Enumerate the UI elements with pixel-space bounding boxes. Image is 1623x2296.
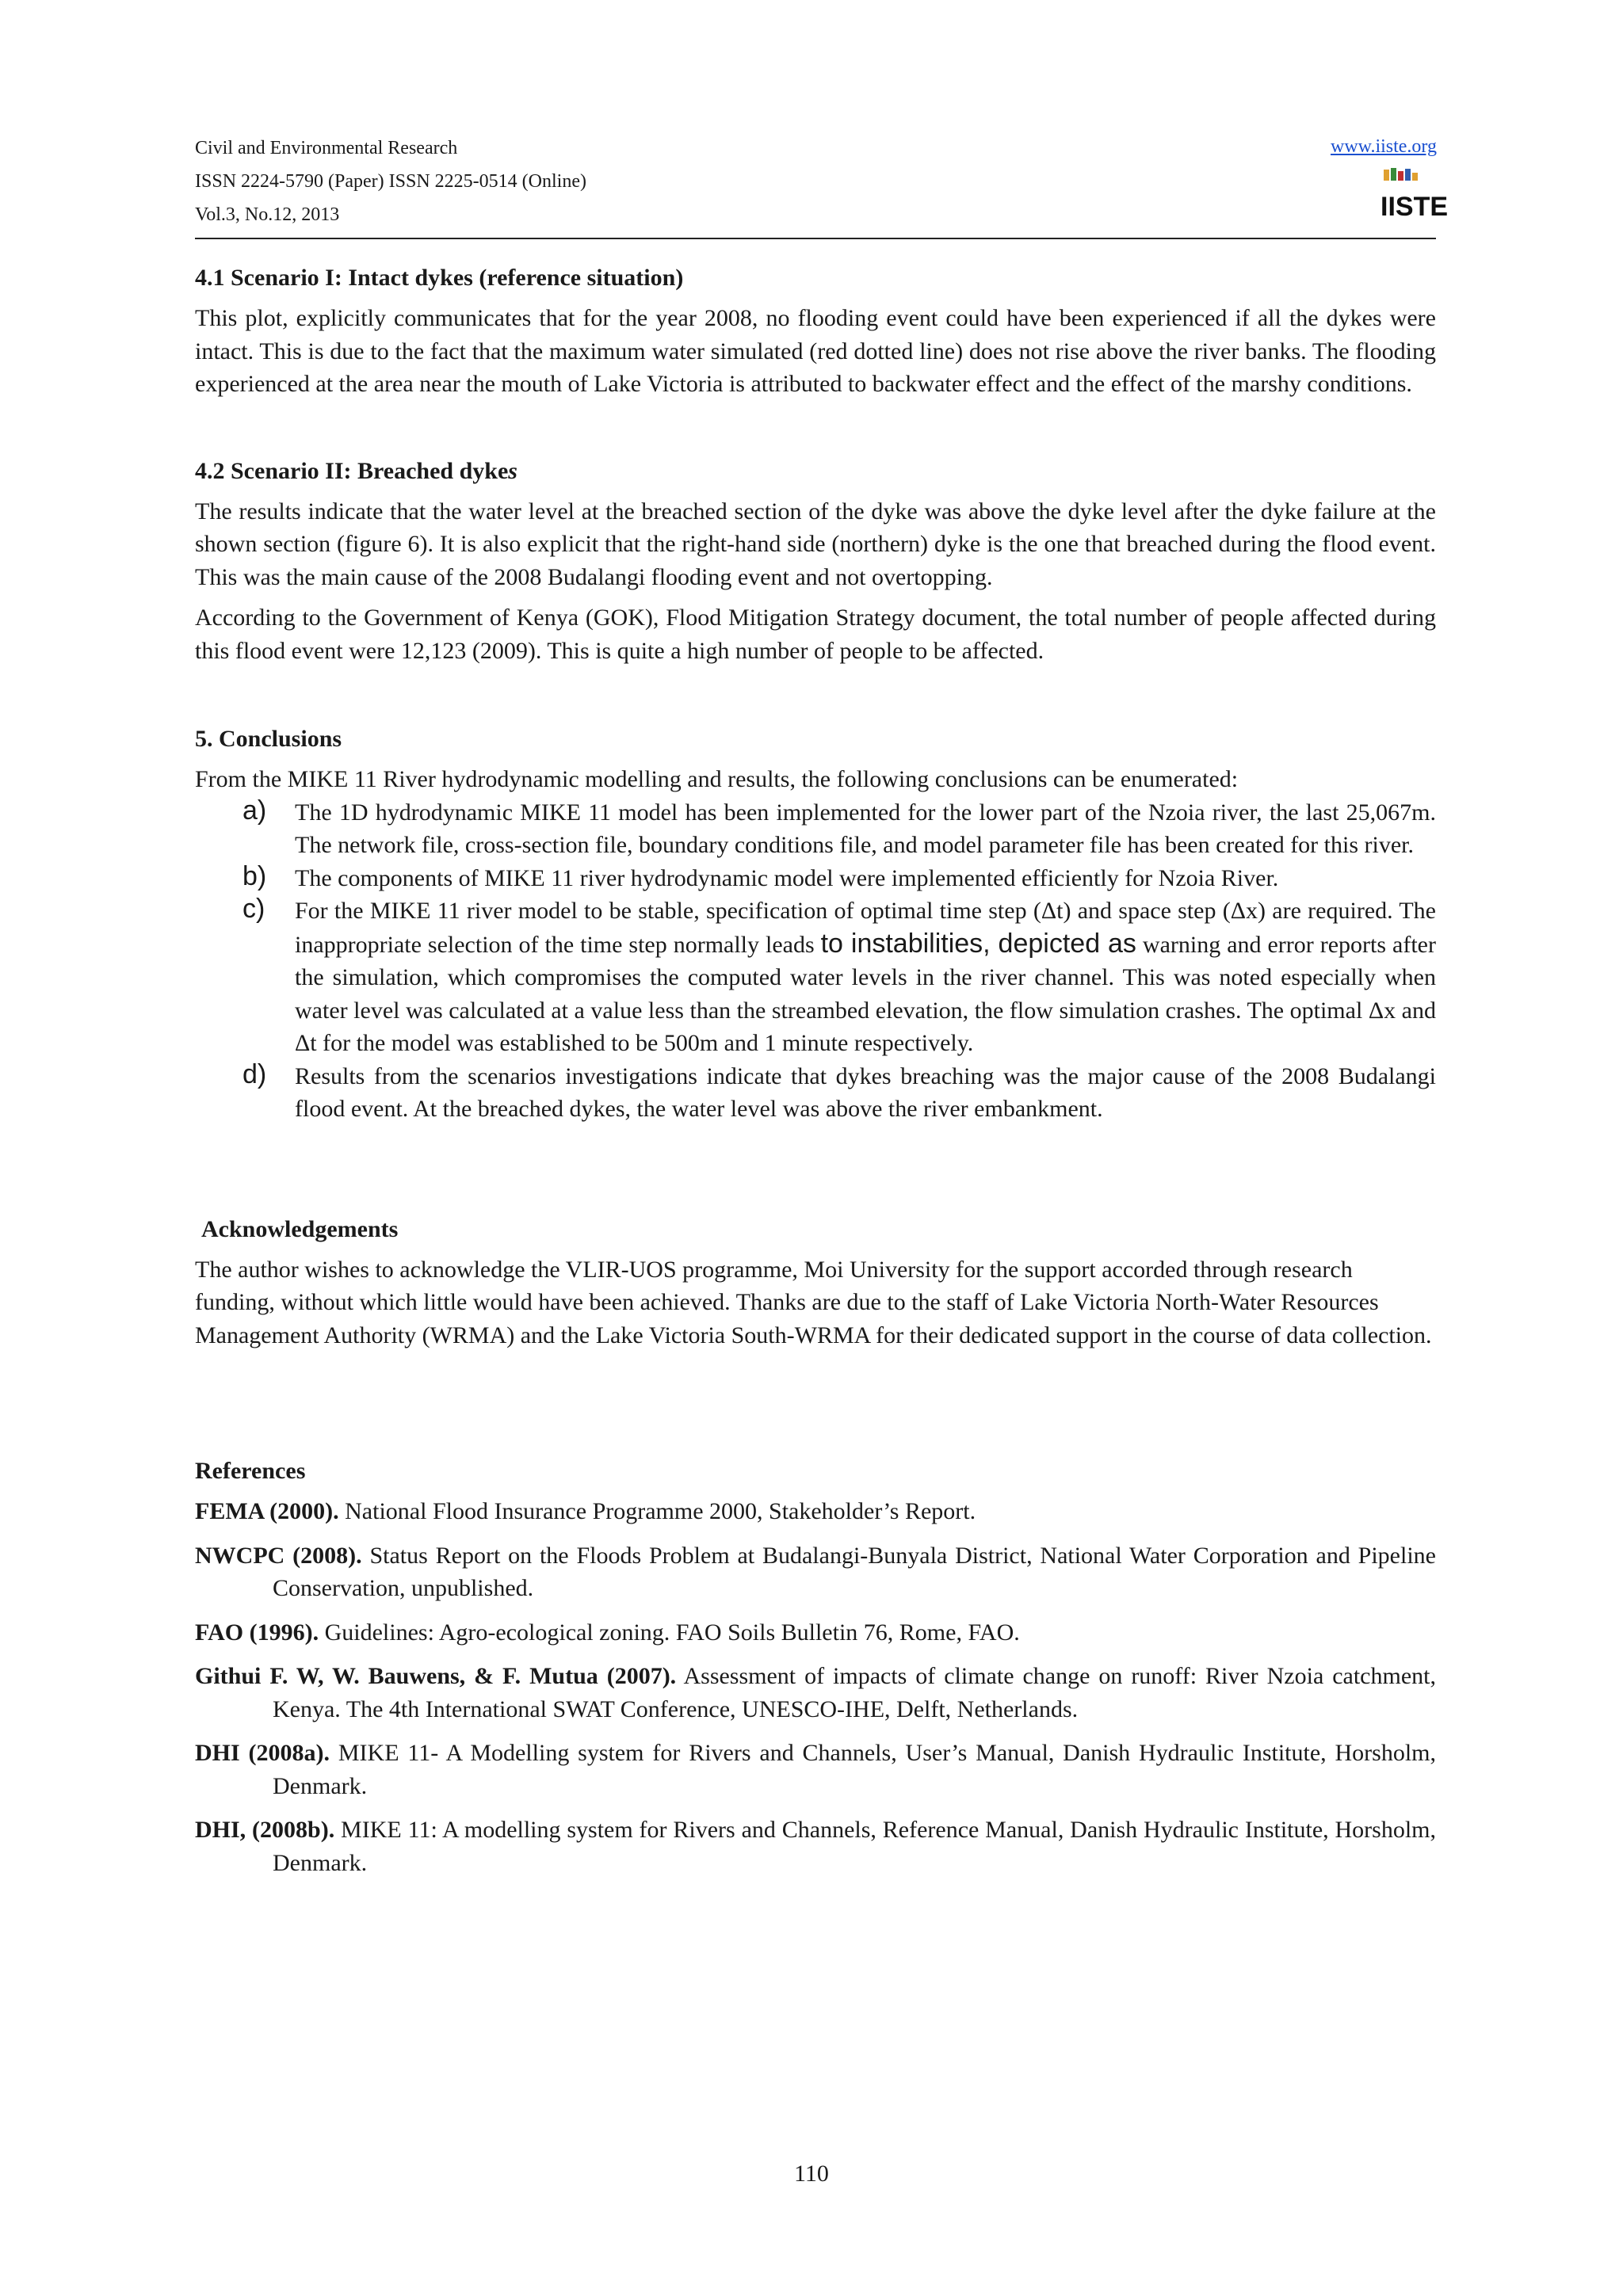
header-rule xyxy=(195,238,1436,239)
iiste-logo xyxy=(1379,166,1449,223)
journal-name: Civil and Environmental Research xyxy=(195,138,458,158)
conclusions-list xyxy=(195,796,1436,1126)
list-item: c) For the MIKE 11 river model to be stable, specification of optimal time step (Δt) and space step (Δx) are required. The inappropriate selection of the time step normally leads to instabilities, depicted as warning and error reports after the simulation, which compromises the computed water levels in the river channel. This was noted especially when water level was calculated at a value less than the streambed elevation, the flow simulation crashes. The optimal Δx and Δt for the model was established to be 500m and 1 minute respectively. xyxy=(242,894,1436,1056)
section-4-1-heading: 4.1 Scenario I: Intact dykes (reference situation) xyxy=(195,265,684,291)
list-item: b) The components of MIKE 11 river hydrodynamic model were implemented efficiently for Nzoia River. xyxy=(242,860,1279,891)
reference-item: FEMA (2000). National Flood Insurance Programme 2000, Stakeholder’s Report. xyxy=(195,1498,976,1524)
references-heading: References xyxy=(195,1458,306,1484)
conclusions-heading: 5. Conclusions xyxy=(195,726,342,752)
section-4-2-heading: 4.2 Scenario II: Breached dykes xyxy=(195,457,517,484)
acknowledgements-heading: Acknowledgements xyxy=(201,1215,399,1242)
journal-volume: Vol.3, No.12, 2013 xyxy=(195,204,340,225)
reference-item: DHI, (2008b). MIKE 11: A modelling system for Rivers and Channels, Reference Manual, Danish Hydraulic Institute, Horsholm, Denmark. xyxy=(195,1817,1437,1876)
reference-item: Githui F. W, W. Bauwens, & F. Mutua (2007). Assessment of impacts of climate change on runoff: River Nzoia catchment, Kenya. The 4th International SWAT Conference, UNESCO-IHE, Delft, Netherlands. xyxy=(195,1663,1436,1722)
body-content xyxy=(195,261,1436,1890)
journal-url-link[interactable]: www.iiste.org xyxy=(1331,136,1437,157)
journal-header xyxy=(195,136,586,227)
journal-issn: ISSN 2224-5790 (Paper) ISSN 2225-0514 (Online) xyxy=(195,171,586,192)
reference-item: NWCPC (2008). Status Report on the Floods Problem at Budalangi-Bunyala District, National Water Corporation and Pipeline Conservation, unpublished. xyxy=(195,1542,1436,1601)
section-4-2-paragraph-1: The results indicate that the water level at the breached section of the dyke was above the dyke level after the dyke failure at the shown section (figure 6). It is also explicit that the right-hand side (northern) dyke is the one that breached during the flood event. This was the main cause of the 2008 Budalangi flooding event and not overtopping. xyxy=(195,498,1436,590)
reference-item: FAO (1996). Guidelines: Agro-ecological zoning. FAO Soils Bulletin 76, Rome, FAO. xyxy=(195,1619,1020,1646)
section-4-1-paragraph: This plot, explicitly communicates that for the year 2008, no flooding event could have been experienced if all the dykes were intact. This is due to the fact that the maximum water simulated (red dotted line) does not rise above the river banks. The flooding experienced at the area near the mouth of Lake Victoria is attributed to backwater effect and the effect of the marshy conditions. xyxy=(195,305,1436,397)
list-item: d) Results from the scenarios investigations indicate that dykes breaching was the major cause of the 2008 Budalangi flood event. At the breached dykes, the water level was above the river embankment. xyxy=(242,1058,1436,1122)
page-number: 110 xyxy=(794,2161,829,2187)
conclusions-intro: From the MIKE 11 River hydrodynamic modelling and results, the following conclusions can be enumerated: xyxy=(195,766,1239,792)
acknowledgements-paragraph: The author wishes to acknowledge the VLIR-UOS programme, Moi University for the support accorded through research funding, without which little would have been achieved. Thanks are due to the staff of Lake Victoria North-Water Resources Management Authority (WRMA) and the Lake Victoria South-WRMA for their dedicated support in the course of data collection. xyxy=(195,1256,1432,1348)
svg-text:IISTE: IISTE xyxy=(1381,192,1449,222)
reference-item: DHI (2008a). MIKE 11- A Modelling system for Rivers and Channels, User’s Manual, Danish Hydraulic Institute, Horsholm, Denmark. xyxy=(195,1740,1436,1799)
list-item: a) The 1D hydrodynamic MIKE 11 model has been implemented for the lower part of the Nzoia river, the last 25,067m. The network file, cross-section file, boundary conditions file, and model parameter file has been created for this river. xyxy=(242,795,1436,858)
section-4-2-paragraph-2: According to the Government of Kenya (GOK), Flood Mitigation Strategy document, the total number of people affected during this flood event were 12,123 (2009). This is quite a high number of people to be affected. xyxy=(195,605,1436,664)
